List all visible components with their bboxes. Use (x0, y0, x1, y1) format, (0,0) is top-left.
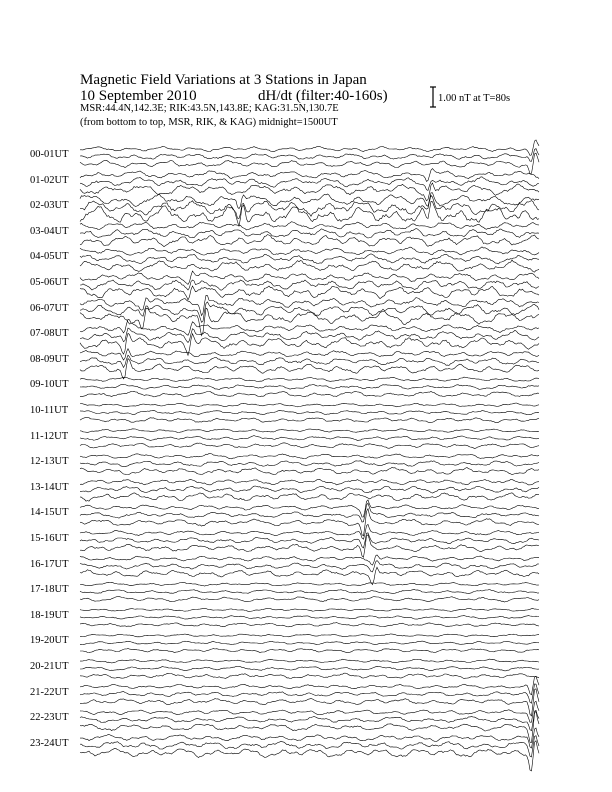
hour-row-label: 13-14UT (30, 481, 69, 493)
hour-row-label: 04-05UT (30, 251, 69, 263)
hour-row-label: 02-03UT (30, 200, 69, 212)
hour-row-label: 21-22UT (30, 686, 69, 698)
trace-00-01UT-RIK (80, 149, 539, 162)
trace-08-09UT-MSR (80, 349, 539, 360)
hour-row-label: 14-15UT (30, 507, 69, 519)
trace-07-08UT-MSR (80, 319, 539, 335)
trace-18-19UT-MSR (80, 609, 539, 612)
hour-row-label: 16-17UT (30, 558, 69, 570)
trace-05-06UT-MSR (80, 271, 539, 284)
trace-07-08UT-RIK (80, 328, 539, 342)
trace-13-14UT-KAG (80, 493, 539, 501)
chart-quantity: dH/dt (filter:40-160s) (258, 88, 388, 104)
trace-02-03UT-RIK (80, 195, 539, 218)
trace-11-12UT-MSR (80, 429, 539, 433)
trace-04-05UT-MSR (80, 247, 539, 255)
trace-05-06UT-RIK (80, 280, 539, 290)
hour-row-label: 06-07UT (30, 302, 69, 314)
hour-row-label: 00-01UT (30, 149, 69, 160)
hour-row-label: 10-11UT (30, 405, 69, 416)
trace-08-09UT-RIK (80, 355, 539, 367)
trace-09-10UT-KAG (80, 391, 539, 397)
trace-03-04UT-RIK (80, 229, 539, 239)
trace-11-12UT-KAG (80, 443, 539, 449)
trace-21-22UT-MSR (80, 676, 539, 694)
trace-05-06UT-KAG (80, 286, 539, 300)
hour-row-label: 07-08UT (30, 328, 69, 340)
hour-row-label: 23-24UT (30, 737, 69, 749)
trace-09-10UT-RIK (80, 384, 539, 389)
trace-13-14UT-MSR (80, 480, 539, 485)
chart-date: 10 September 2010 (80, 88, 197, 104)
trace-19-20UT-RIK (80, 641, 539, 645)
trace-19-20UT-KAG (80, 649, 539, 653)
hour-row-label: 22-23UT (30, 712, 69, 724)
trace-10-11UT-RIK (80, 410, 539, 414)
trace-03-04UT-KAG (80, 235, 539, 247)
trace-12-13UT-KAG (80, 467, 539, 474)
trace-10-11UT-MSR (80, 403, 539, 407)
hour-row-label: 08-09UT (30, 353, 69, 365)
trace-20-21UT-RIK (80, 666, 539, 670)
trace-09-10UT-MSR (80, 377, 539, 382)
trace-06-07UT-KAG (80, 308, 539, 335)
trace-16-17UT-KAG (80, 567, 539, 584)
trace-11-12UT-RIK (80, 436, 539, 441)
trace-14-15UT-KAG (80, 509, 539, 536)
station-coordinates: MSR:44.4N,142.3E; RIK:43.5N,143.8E; KAG:31.5N,130.7E (80, 103, 339, 114)
trace-17-18UT-KAG (80, 597, 539, 603)
trace-04-05UT-KAG (80, 260, 539, 272)
trace-22-23UT-MSR (80, 701, 539, 722)
hour-row-label: 11-12UT (30, 430, 69, 442)
hour-row-label: 18-19UT (30, 609, 69, 621)
trace-13-14UT-RIK (80, 486, 539, 493)
hour-row-label: 19-20UT (30, 635, 69, 647)
trace-04-05UT-RIK (80, 254, 539, 264)
hour-row-label: 03-04UT (30, 225, 69, 237)
trace-01-02UT-MSR (80, 169, 539, 182)
trace-17-18UT-RIK (80, 589, 539, 593)
trace-18-19UT-RIK (80, 616, 539, 620)
hour-row-label: 12-13UT (30, 456, 69, 468)
hour-row-label: 20-21UT (30, 661, 69, 672)
trace-15-16UT-MSR (80, 524, 539, 539)
trace-01-02UT-RIK (80, 177, 539, 191)
trace-03-04UT-MSR (80, 222, 539, 230)
trace-17-18UT-MSR (80, 582, 539, 586)
trace-19-20UT-MSR (80, 634, 539, 637)
trace-14-15UT-MSR (80, 500, 539, 517)
hour-row-label: 05-06UT (30, 277, 69, 288)
trace-18-19UT-KAG (80, 623, 539, 627)
trace-00-01UT-MSR (80, 140, 539, 156)
chart-title: Magnetic Field Variations at 3 Stations in Japan (80, 72, 367, 88)
trace-16-17UT-MSR (80, 555, 539, 565)
trace-order-note: (from bottom to top, MSR, RIK, & KAG) midnight=1500UT (80, 117, 338, 128)
trace-20-21UT-KAG (80, 673, 539, 678)
hour-row-label: 09-10UT (30, 379, 69, 391)
trace-16-17UT-RIK (80, 561, 539, 572)
trace-02-03UT-MSR (80, 193, 539, 209)
trace-12-13UT-RIK (80, 461, 539, 467)
hour-row-label: 17-18UT (30, 584, 69, 596)
trace-01-02UT-KAG (80, 183, 539, 201)
scale-label: 1.00 nT at T=80s (438, 93, 511, 104)
trace-20-21UT-MSR (80, 659, 539, 663)
hour-row-label: 01-02UT (30, 174, 69, 186)
hour-row-label: 15-16UT (30, 533, 69, 544)
trace-15-16UT-RIK (80, 533, 539, 548)
trace-10-11UT-KAG (80, 418, 539, 423)
trace-12-13UT-MSR (80, 454, 539, 459)
trace-08-09UT-KAG (80, 359, 539, 379)
trace-00-01UT-KAG (80, 153, 539, 174)
trace-22-23UT-KAG (80, 711, 539, 743)
